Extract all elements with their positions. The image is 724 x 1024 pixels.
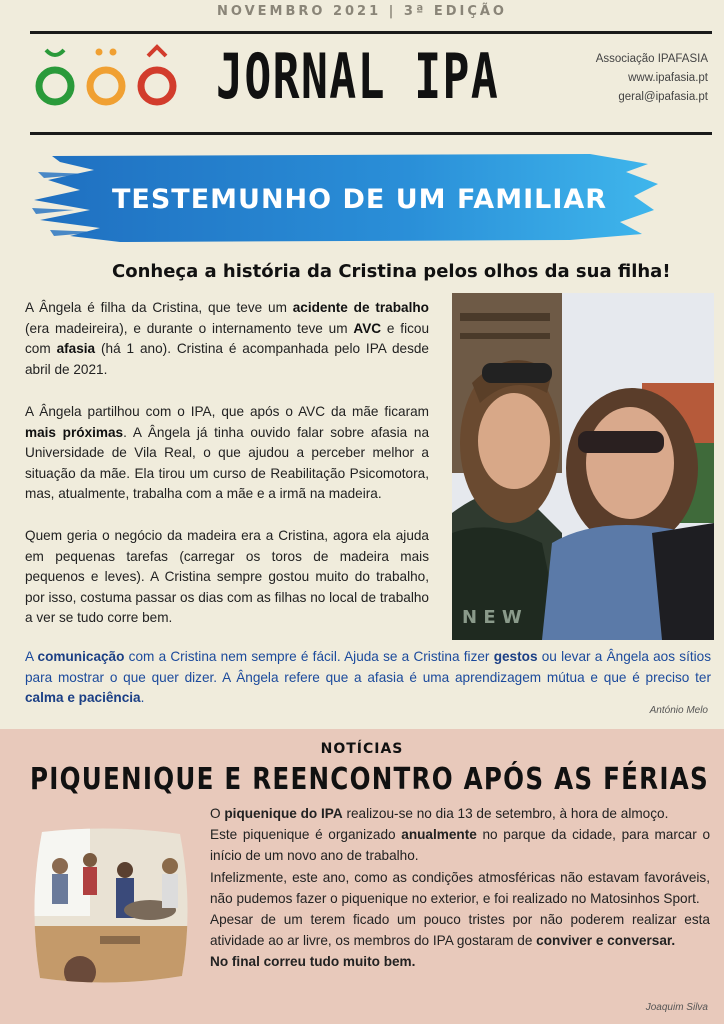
news-line-5: No final correu tudo muito bem. [210, 954, 416, 970]
edition-line: NOVEMBRO 2021 | 3ª EDIÇÃO [216, 4, 507, 19]
association-email[interactable]: geral@ipafasia.pt [618, 91, 708, 103]
news-line-2: Este piquenique é organizado anualmente no parque da cidade, para marcar o início de um novo ano de trabalho. [210, 827, 711, 864]
association-info [596, 50, 708, 107]
news-line-1: O piquenique do IPA realizou-se no dia 13 de setembro, à hora de almoço. [210, 806, 669, 821]
picnic-group-photo [30, 826, 192, 984]
news-headline: PIQUENIQUE E REENCONTRO APÓS AS FÉRIAS [30, 762, 709, 797]
mother-daughter-photo [452, 293, 714, 640]
news-line-4: Apesar de um terem ficado um pouco tristes por não poderem realizar esta atividade ao ar livre, os membros do IPA gostaram de conviver e conversar. [210, 912, 710, 949]
logo-umlaut-right [110, 49, 117, 56]
testimony-paragraph-3: Quem geria o negócio da madeira era a Cristina, agora ela ajuda em pequenas tarefas (carregar os toros de madeira mais pequenos e leves). A Cristina sempre gostou muito do trabalho, por isso, costuma passar os dias com as filhas no local de trabalho a ver se tudo corre bem. [25, 528, 429, 626]
header-bottom-rule [30, 132, 712, 135]
logo-letter-o-red [141, 47, 173, 102]
testimony-paragraph-4: A comunicação com a Cristina nem sempre é fácil. Ajuda se a Cristina fizer gestos ou levar a Ângela aos sítios para mostrar o que quer dizer. A Ângela refere que a afasia é uma aprendizagem mútua e que é preciso ter calma e paciência. [25, 649, 711, 706]
testimony-paragraph-2: A Ângela partilhou com o IPA, que após o AVC da mãe ficaram mais próximas. A Ângela já tinha ouvido falar sobre afasia na Universidade de Vila Real, o que ajudou a perceber melhor a situação da mãe. Ela tirou um curso de Reabilitação Psicomotora, mas, atualmente, trabalha com a mãe e a irmã na madeira. [25, 404, 430, 502]
logo-letter-o-green [39, 50, 71, 102]
news-author: Joaquim Silva [645, 1002, 708, 1013]
logo-letter-o-orange [90, 70, 122, 102]
news-line-3: Infelizmente, este ano, como as condições atmosféricas não estavam favoráveis, não pudemos fazer o piquenique no exterior, e foi realizado no Matosinhos Sport. [210, 869, 710, 906]
testimony-subtitle: Conheça a história da Cristina pelos olhos da sua filha! [112, 261, 671, 282]
svg-text:N E W: N E W [462, 607, 522, 628]
news-body [210, 803, 710, 973]
association-name: Associação IPAFASIA [595, 53, 708, 65]
newspaper-title: JORNAL IPA [216, 40, 500, 113]
testimony-paragraph-1: A Ângela é filha da Cristina, que teve um acidente de trabalho (era madeireira), e durante o internamento teve um AVC e ficou com afasia (há 1 ano). Cristina é acompanhada pelo IPA desde abril de 2021. [25, 300, 430, 377]
header-top-rule [30, 31, 712, 34]
logo-umlaut-left [96, 49, 103, 56]
testimony-author: António Melo [649, 705, 708, 716]
news-section-label: NOTÍCIAS [320, 741, 404, 757]
testimony-banner-title: TESTEMUNHO DE UM FAMILIAR [112, 184, 608, 215]
association-website[interactable]: www.ipafasia.pt [628, 72, 708, 84]
ipa-logo [32, 44, 182, 110]
